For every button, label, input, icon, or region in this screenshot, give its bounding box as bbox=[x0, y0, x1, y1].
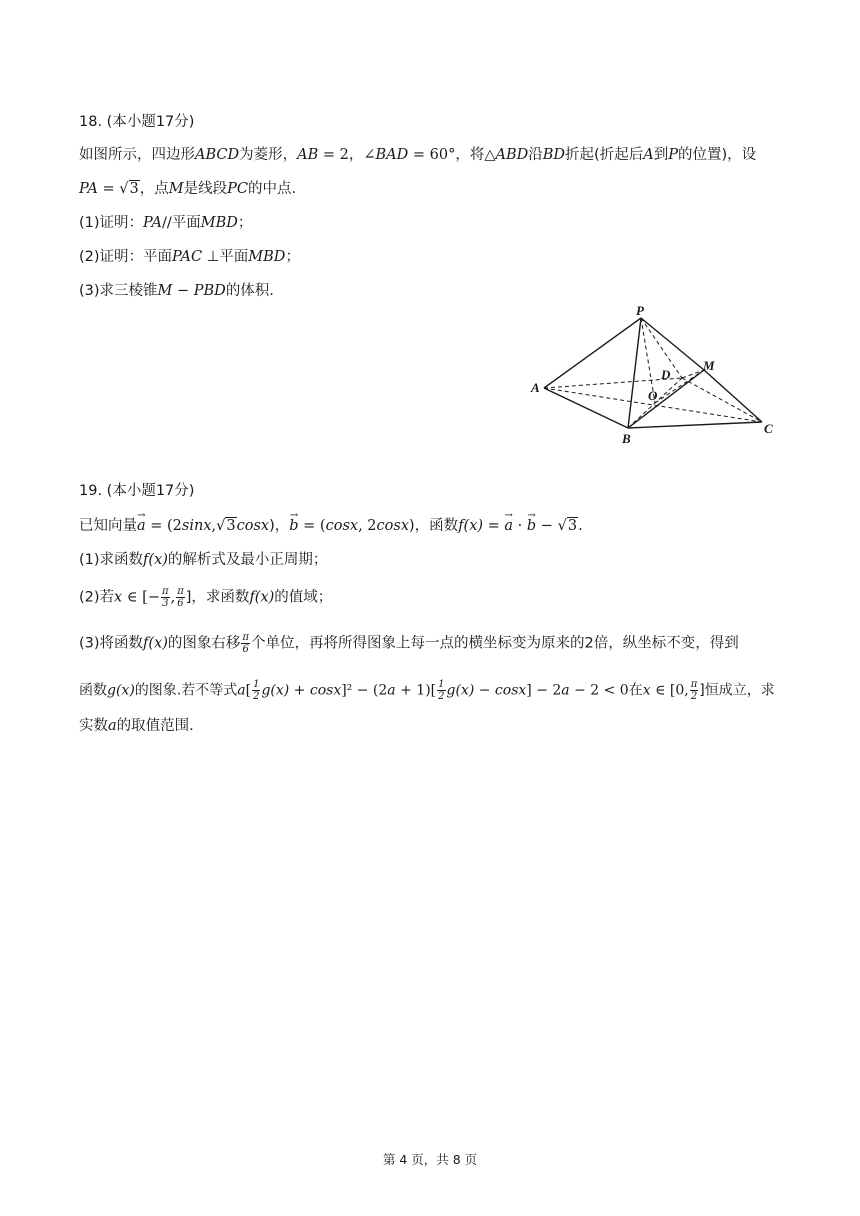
label-O: O bbox=[648, 388, 658, 403]
label-M: M bbox=[703, 358, 715, 373]
q19-part2: (2)若x ∈ [− $\frac{\pi}{3}$ , $\frac{\pi}{6}$ ]，求函数f(x)的值域； bbox=[79, 586, 333, 609]
edge-BC bbox=[628, 422, 762, 428]
q18-stem-line1: 如图所示，四边形ABCD为菱形，AB = 2，∠BAD = 60°，将△ABD沿BD折起(折起后A到P的位置)，设 bbox=[79, 147, 757, 163]
edge-DC bbox=[682, 378, 762, 422]
label-B: B bbox=[622, 431, 631, 446]
q18-part3: (3)求三棱锥M − PBD的体积. bbox=[79, 283, 274, 299]
label-D: D bbox=[661, 367, 671, 382]
q18-part2: (2)证明：平面PAC ⊥平面MBD； bbox=[79, 249, 300, 265]
edge-AB bbox=[544, 388, 628, 428]
label-P: P bbox=[636, 303, 644, 318]
q19-part1: (1)求函数f(x)的解析式及最小正周期； bbox=[79, 552, 328, 568]
edge-PM bbox=[641, 318, 704, 370]
q18-header: 18. (本小题17分) bbox=[79, 114, 195, 130]
q19-part3-line1: (3)将函数f(x)的图象右移 $\frac{\pi}{6}$ 个单位，再将所得图象上每一点的横坐标变为原来的2倍，纵坐标不变，得到 bbox=[79, 632, 739, 655]
page-footer: 第 4 页，共 8 页 bbox=[382, 1152, 478, 1167]
q19-part3-line3: 实数a的取值范围. bbox=[79, 718, 194, 734]
q18-stem-line2: PA = √3，点M是线段PC的中点. bbox=[79, 181, 297, 197]
q19-part3-line2: 函数g(x)的图象.若不等式a[ $\frac{1}{2}$ g(x) + cosx]² − (2a + 1)[ $\frac{1}{2}$ g(x) − cosx] − 2a − 2 < 0在x ∈ [0, $\frac{\pi}{2}$ ]恒成立，求 bbox=[79, 679, 775, 702]
q19-stem: 已知向量→ a = (2sinx,√3cosx)，→ b = (cosx, 2cosx)，函数f(x) = → a · → b − √3. bbox=[79, 516, 583, 536]
edge-DM bbox=[682, 370, 704, 378]
edge-PA bbox=[544, 318, 641, 388]
label-C: C bbox=[764, 421, 773, 436]
label-A: A bbox=[531, 380, 540, 395]
q18-part1: (1)证明：PA//平面MBD； bbox=[79, 215, 253, 231]
pyramid-figure bbox=[524, 302, 784, 452]
edge-PB bbox=[628, 318, 641, 428]
q19-header: 19. (本小题17分) bbox=[79, 483, 195, 499]
